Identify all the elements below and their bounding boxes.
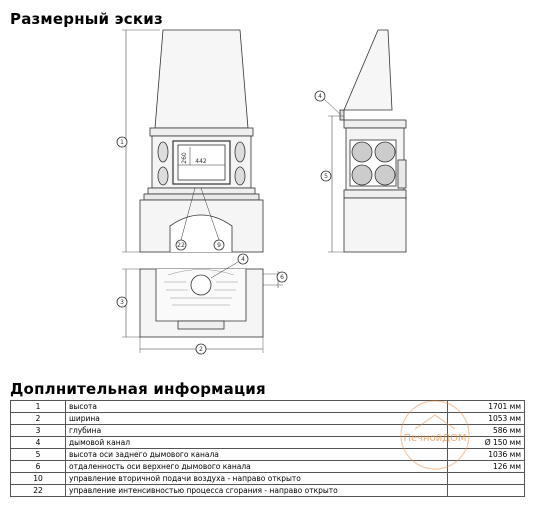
row-description: ширина — [66, 413, 448, 425]
callout-9: 9 — [217, 242, 221, 249]
row-description: дымовой канал — [66, 437, 448, 449]
row-number: 5 — [11, 449, 66, 461]
callout-1: 1 — [120, 139, 124, 146]
row-number: 10 — [11, 473, 66, 485]
row-number: 4 — [11, 437, 66, 449]
callout-3: 3 — [120, 299, 124, 306]
callout-4-top: 4 — [241, 256, 245, 263]
row-value — [448, 485, 525, 497]
row-value: 1053 мм — [448, 413, 525, 425]
info-title: Доплнительная информация — [10, 380, 266, 398]
row-description: отдаленность оси верхнего дымового канала — [66, 461, 448, 473]
callout-2: 2 — [199, 346, 203, 353]
row-value: 1701 мм — [448, 401, 525, 413]
callout-6: 6 — [280, 274, 284, 281]
watermark-text: ПечнойДОМ — [403, 433, 467, 444]
row-number: 6 — [11, 461, 66, 473]
row-number: 3 — [11, 425, 66, 437]
row-value: 1036 мм — [448, 449, 525, 461]
callout-4-side: 4 — [318, 93, 322, 100]
table-row — [11, 485, 525, 497]
row-number: 1 — [11, 401, 66, 413]
inner-height-label: 260 — [181, 152, 188, 164]
row-description: управление интенсивностью процесса сгорания - направо открыто — [66, 485, 448, 497]
inner-width-label: 442 — [195, 158, 207, 165]
row-value: 126 мм — [448, 461, 525, 473]
row-number: 2 — [11, 413, 66, 425]
dimension-drawing — [0, 28, 537, 368]
callout-22: 22 — [177, 242, 185, 249]
row-description: управление вторичной подачи воздуха - направо открыто — [66, 473, 448, 485]
watermark-logo — [395, 395, 475, 475]
row-description: высота — [66, 401, 448, 413]
row-description: высота оси заднего дымового канала — [66, 449, 448, 461]
row-description: глубина — [66, 425, 448, 437]
sketch-title: Размерный эскиз — [10, 10, 163, 28]
callout-5: 5 — [324, 173, 328, 180]
row-number: 22 — [11, 485, 66, 497]
row-value: 586 мм — [448, 425, 525, 437]
row-value: Ø 150 мм — [448, 437, 525, 449]
hood-front — [155, 30, 248, 128]
